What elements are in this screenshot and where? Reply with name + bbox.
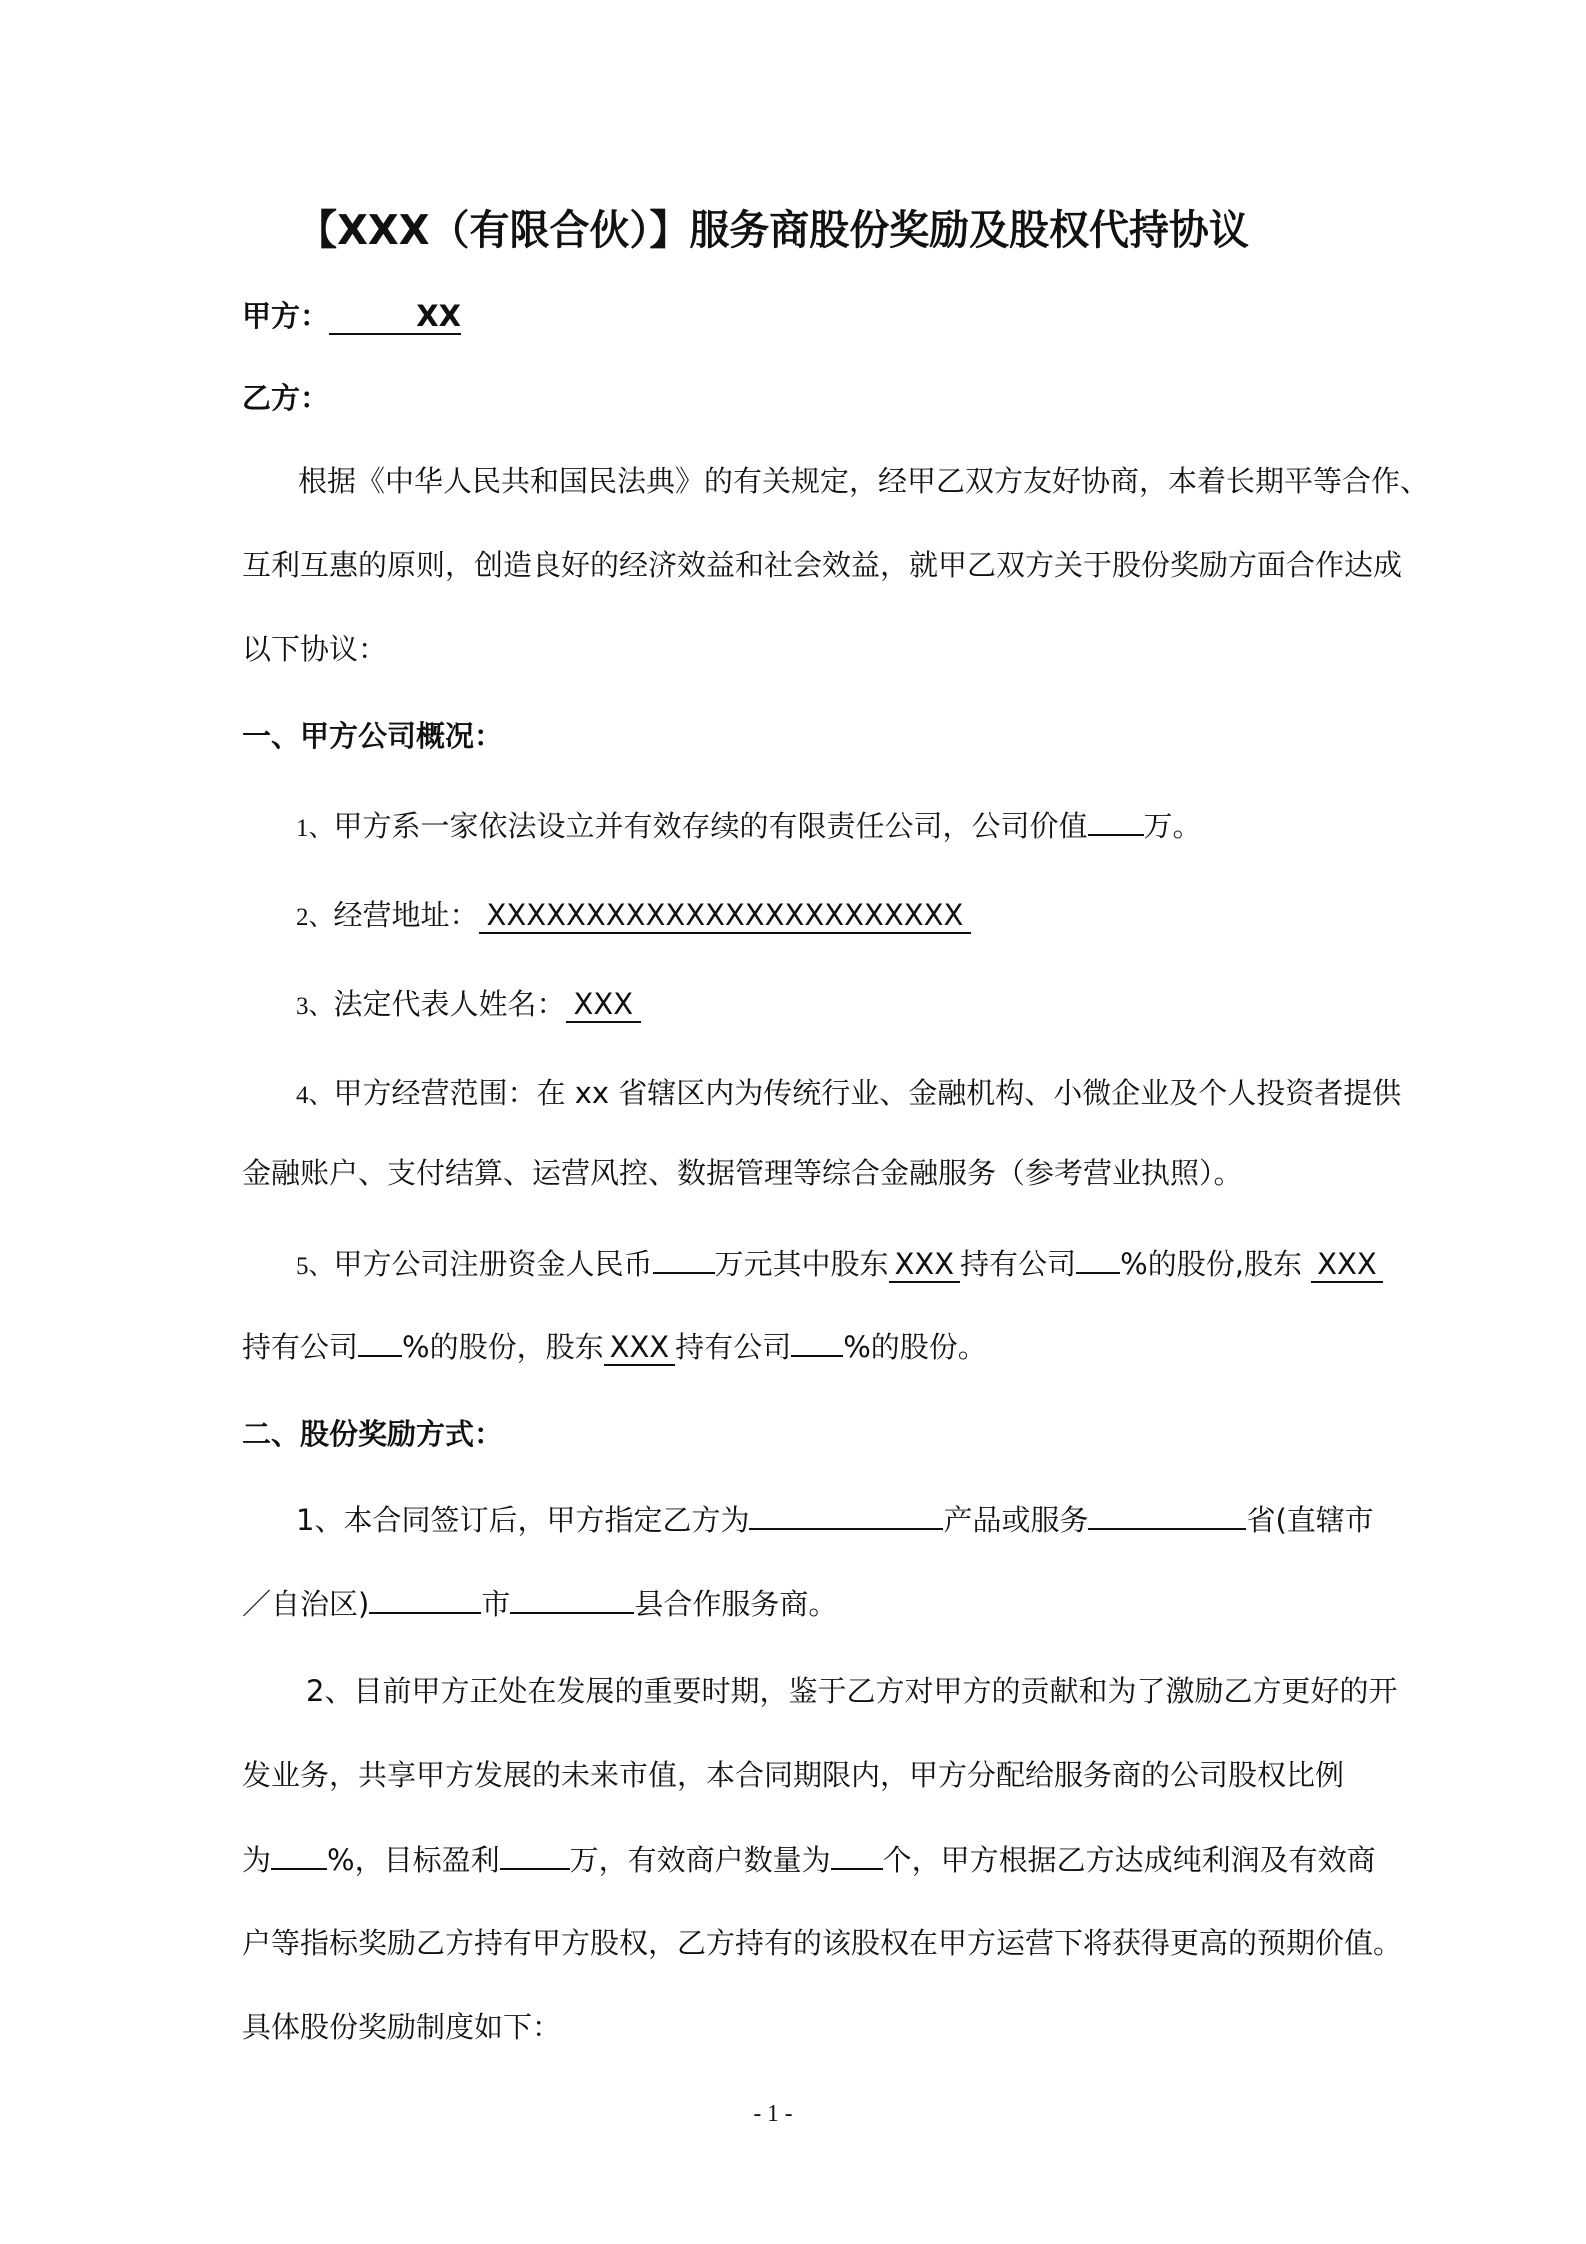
section-2-item-2-line-1: 2、目前甲方正处在发展的重要时期，鉴于乙方对甲方的贡献和为了激励乙方更好的开 [306,1674,1398,1708]
shareholder-3-name: XXX [604,1330,676,1366]
item-text: 甲方公司注册资金人民币 [333,1247,653,1281]
item-text: 持有公司 [675,1330,792,1364]
blank-field [831,1868,883,1870]
blank-field [500,1868,570,1870]
section-2-heading: 二、股份奖励方式： [242,1417,504,1451]
blank-field [791,1355,843,1357]
item-text: 为 [242,1843,272,1877]
section-1-item-5-line-1 [296,1244,1383,1287]
item-text: %的股份。 [843,1330,987,1364]
item-text: 甲方经营范围：在 xx 省辖区内为传统行业、金融机构、小微企业及个人投资者提供 [333,1076,1402,1110]
party-a-value: XX [329,299,461,335]
item-label: 经营地址： [333,898,479,932]
section-1-item-1 [296,806,1202,849]
item-text: %，目标盈利 [327,1843,500,1877]
item-text: 县合作服务商。 [634,1587,838,1621]
preamble-line-2: 互利互惠的原则，创造良好的经济效益和社会效益，就甲乙双方关于股份奖励方面合作达成 [242,548,1403,582]
legal-representative-value: XXX [566,987,642,1023]
item-number: 4、 [296,1082,334,1109]
section-1-item-4-line-2: 金融账户、支付结算、运营风控、数据管理等综合金融服务（参考营业执照）。 [242,1156,1243,1190]
preamble-line-3: 以下协议： [242,632,388,666]
section-1-item-5-line-2 [242,1327,987,1367]
item-text: 产品或服务 [943,1503,1089,1537]
item-text: %的股份,股东 [1120,1247,1302,1281]
party-a-line [242,296,461,336]
section-2-item-2-line-5: 具体股份奖励制度如下： [242,2010,562,2044]
section-2-item-1-line-2 [242,1584,837,1624]
item-number: 5、 [296,1253,334,1280]
blank-field [1088,1528,1246,1530]
business-address-value: XXXXXXXXXXXXXXXXXXXXXXXX [479,898,972,934]
item-text: ／自治区) [242,1587,370,1621]
shareholder-1-name: XXX [889,1247,961,1283]
item-number: 2、 [296,904,334,931]
section-1-heading: 一、甲方公司概况： [242,719,504,753]
preamble-line-1: 根据《中华人民共和国民法典》的有关规定，经甲乙双方友好协商，本着长期平等合作、 [298,464,1430,498]
blank-field [510,1612,634,1614]
party-b-label: 乙方： [242,381,330,415]
item-text: 市 [481,1587,511,1621]
blank-field [749,1528,943,1530]
shareholder-2-name: XXX [1311,1247,1383,1283]
section-2-item-1-line-1 [296,1500,1374,1540]
section-2-item-2-line-2: 发业务，共享甲方发展的未来市值，本合同期限内，甲方分配给服务商的公司股权比例 [242,1758,1345,1792]
item-text: 持有公司 [242,1330,359,1364]
section-2-item-2-line-4: 户等指标奖励乙方持有甲方股权，乙方持有的该股权在甲方运营下将获得更高的预期价值。 [242,1926,1403,1960]
item-text: 1、本合同签订后，甲方指定乙方为 [296,1503,750,1537]
item-text: 持有公司 [960,1247,1077,1281]
party-a-label: 甲方： [242,299,330,333]
blank-field [1088,834,1144,836]
item-text: %的股份，股东 [402,1330,604,1364]
item-text: 甲方系一家依法设立并有效存续的有限责任公司，公司价值 [333,809,1088,843]
item-text: 省(直辖市 [1246,1503,1374,1537]
item-text: 万。 [1143,809,1202,843]
section-1-item-2 [296,895,971,938]
section-2-item-2-line-3 [242,1840,1376,1880]
document-title: 【XXX（有限合伙）】服务商股份奖励及股权代持协议 [297,206,1249,254]
blank-field [653,1272,715,1274]
section-1-item-3 [296,984,641,1027]
item-text: 万元其中股东 [714,1247,889,1281]
page-number: - 1 - [753,2101,793,2127]
item-number: 1、 [296,815,334,842]
blank-field [369,1612,481,1614]
blank-field [1076,1272,1120,1274]
item-number: 3、 [296,993,334,1020]
blank-field [271,1868,327,1870]
item-text: 万，有效商户数量为 [569,1843,831,1877]
blank-field [358,1355,402,1357]
item-text: 个，甲方根据乙方达成纯利润及有效商 [882,1843,1376,1877]
section-1-item-4-line-1 [296,1073,1401,1116]
item-label: 法定代表人姓名： [333,987,566,1021]
